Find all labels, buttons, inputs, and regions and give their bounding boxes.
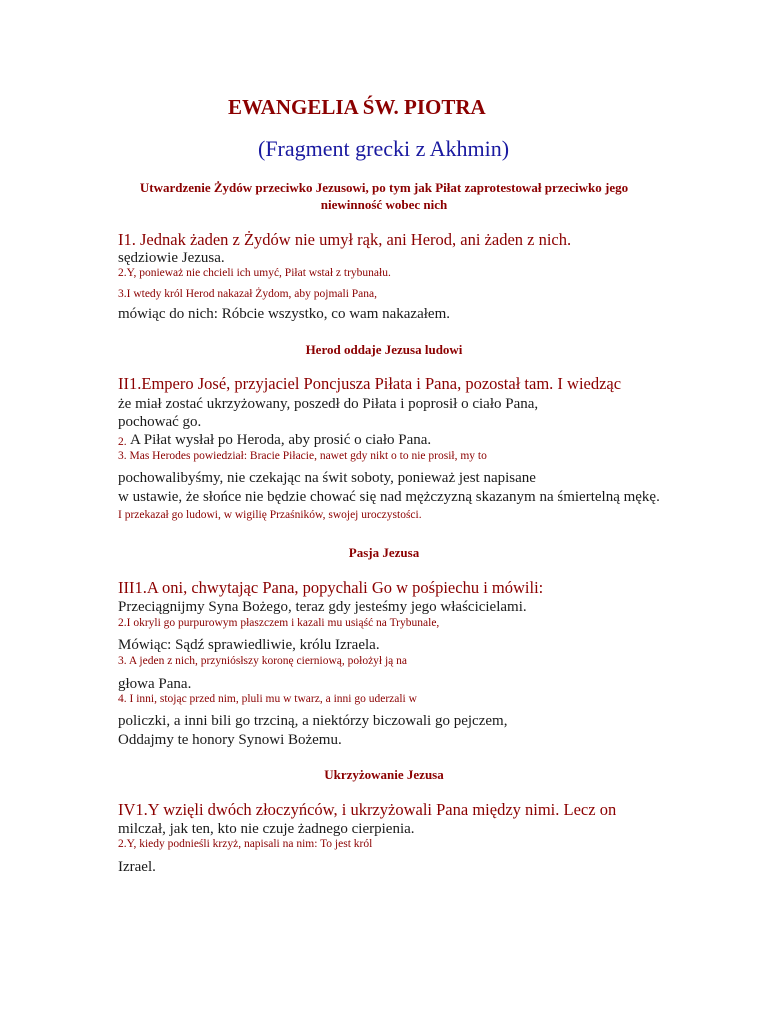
verse-line: Izrael. <box>118 859 156 875</box>
section-heading: Herod oddaje Jezusa ludowi <box>305 342 463 357</box>
verse-line: Przeciągnijmy Syna Bożego, teraz gdy jesteśmy jego właścicielami. <box>118 599 527 615</box>
document-subtitle: (Fragment grecki z Akhmin) <box>258 136 510 161</box>
verse-line: Mówiąc: Sądź sprawiedliwie, królu Izraela. <box>118 637 380 653</box>
section-heading: Utwardzenie Żydów przeciwko Jezusowi, po tym jak Piłat zaprotestował przeciwko jego <box>139 180 629 195</box>
section-heading: Ukrzyżowanie Jezusa <box>324 767 444 782</box>
verse-line: pochowalibyśmy, nie czekając na świt soboty, ponieważ jest napisane <box>118 470 536 486</box>
verse-line: A Piłat wysłał po Heroda, aby prosić o ciało Pana. <box>130 432 432 448</box>
verse-line: 3.I wtedy król Herod nakazał Żydom, aby pojmali Pana, <box>118 288 377 300</box>
verse-line: 2.Y, ponieważ nie chcieli ich umyć, Piłat wstał z trybunału. <box>118 267 391 279</box>
verse-line: II1.Empero José, przyjaciel Poncjusza Piłata i Pana, pozostał tam. I wiedząc <box>118 374 622 393</box>
section-heading: Pasja Jezusa <box>348 545 420 560</box>
verse-line: 2.I okryli go purpurowym płaszczem i kazali mu usiąść na Trybunale, <box>118 617 440 629</box>
verse-line: sędziowie Jezusa. <box>118 250 225 266</box>
verse-line: I1. Jednak żaden z Żydów nie umył rąk, ani Herod, ani żaden z nich. <box>118 230 572 249</box>
document-title: EWANGELIA ŚW. PIOTRA <box>228 95 486 119</box>
verse-line: I przekazał go ludowi, w wigilię Przaśników, swojej uroczystości. <box>118 509 422 521</box>
verse-line: policzki, a inni bili go trzciną, a niektórzy biczowali go pejczem, <box>118 713 508 729</box>
verse-line: 3. Mas Herodes powiedział: Bracie Piłacie, nawet gdy nikt o to nie prosił, my to <box>118 450 487 462</box>
verse-line: 4. I inni, stojąc przed nim, pluli mu w twarz, a inni go uderzali w <box>118 693 417 705</box>
verse-line: Oddajmy te honory Synowi Bożemu. <box>118 732 342 748</box>
verse-line: IV1.Y wzięli dwóch złoczyńców, i ukrzyżowali Pana między nimi. Lecz on <box>118 800 617 819</box>
verse-line: III1.A oni, chwytając Pana, popychali Go w pośpiechu i mówili: <box>118 578 544 597</box>
verse-line: głowa Pana. <box>118 676 192 692</box>
verse-line: w ustawie, że słońce nie będzie chować się nad mężczyzną skazanym na śmiertelną mękę. <box>118 489 660 505</box>
verse-line: milczał, jak ten, kto nie czuje żadnego cierpienia. <box>118 821 415 837</box>
verse-line: pochować go. <box>118 414 202 430</box>
verse-line: że miał zostać ukrzyżowany, poszedł do Piłata i poprosił o ciało Pana, <box>118 396 539 412</box>
verse-number: 2. <box>118 436 127 448</box>
verse-line: mówiąc do nich: Róbcie wszystko, co wam nakazałem. <box>118 306 450 322</box>
section-heading: niewinność wobec nich <box>320 197 448 212</box>
verse-line: 2.Y, kiedy podnieśli krzyż, napisali na nim: To jest król <box>118 838 373 850</box>
verse-line: 3. A jeden z nich, przyniósłszy koronę cierniową, położył ją na <box>118 655 408 667</box>
